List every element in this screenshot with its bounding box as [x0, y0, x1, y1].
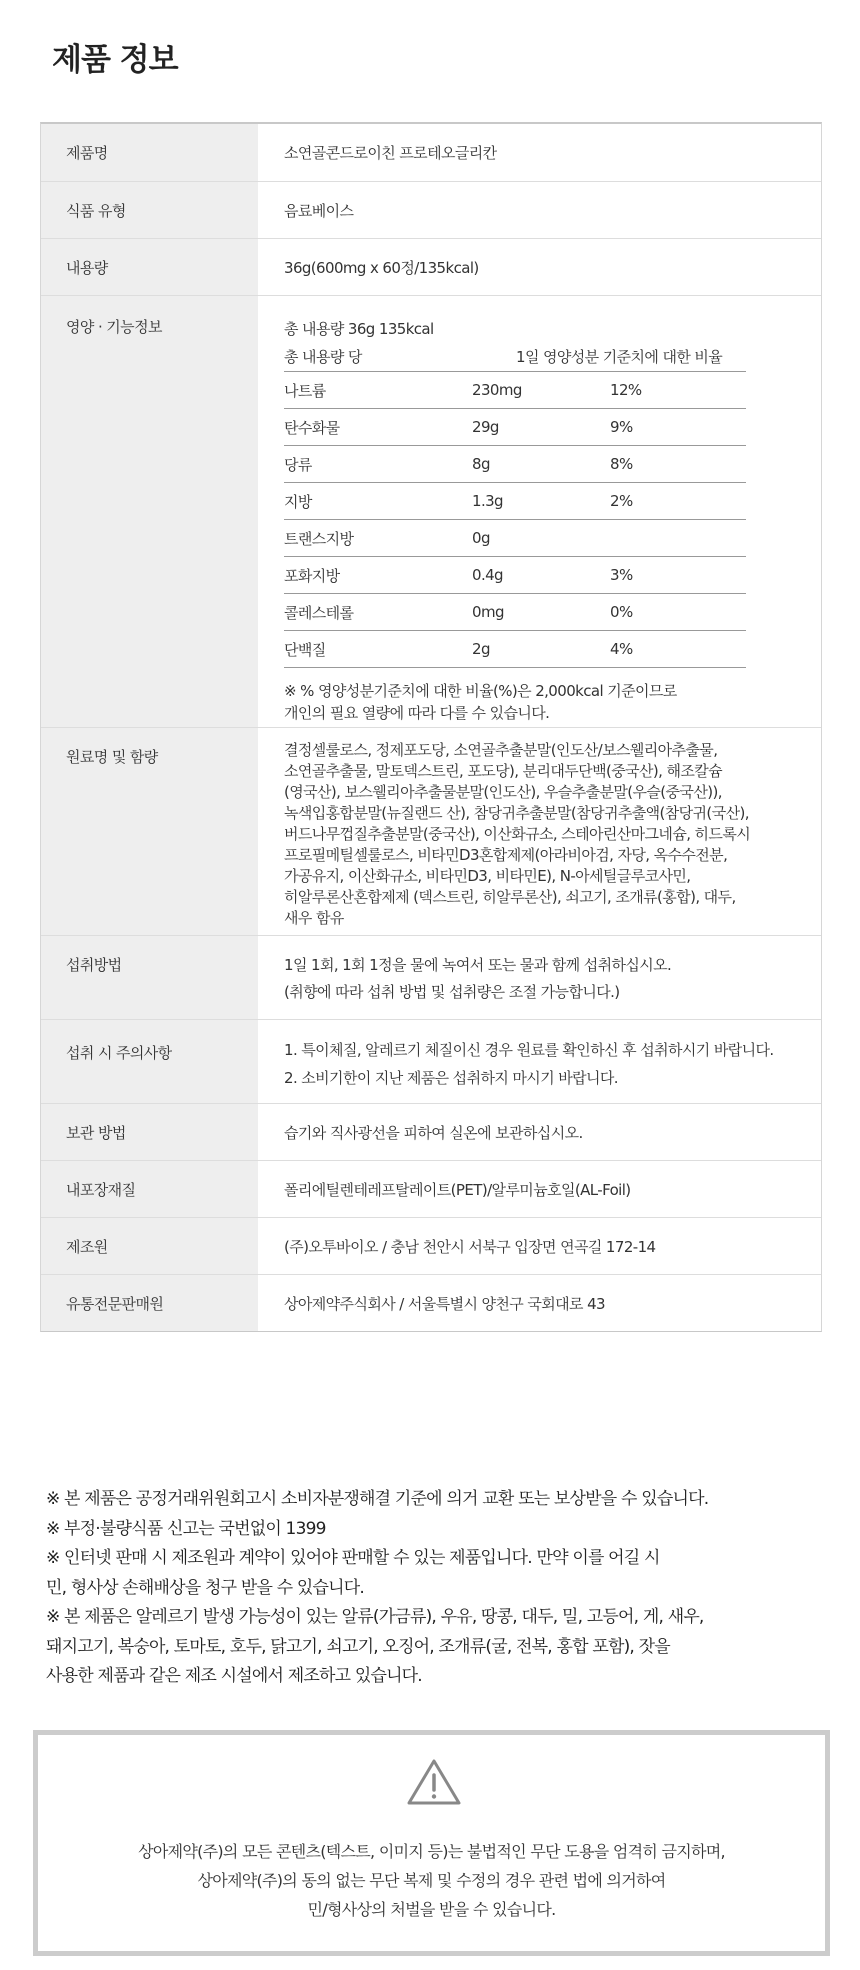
nutrient-percent: 3%: [610, 566, 633, 584]
intake-line: (취향에 따라 섭취 방법 및 섭취량은 조절 가능합니다.): [284, 983, 620, 1001]
nutrition-row: [284, 631, 746, 668]
row-product-name: [41, 124, 821, 181]
notice-line: ※ 부정·불량식품 신고는 국번없이 1399: [46, 1518, 326, 1539]
row-nutrition: [41, 295, 821, 727]
ingredients-line: 버드나무껍질추출분말(중국산), 이산화규소, 스테아린산마그네슘, 히드록시: [284, 825, 751, 843]
ingredients-line: 새우 함유: [284, 909, 344, 927]
row-label: 보관 방법: [41, 1104, 258, 1160]
row-manufacturer: [41, 1217, 821, 1274]
row-value: 상아제약주식회사 / 서울특별시 양천구 국회대로 43: [284, 1294, 605, 1313]
row-label: 원료명 및 함량: [41, 728, 258, 935]
notice-line: ※ 인터넷 판매 시 제조원과 계약이 있어야 판매할 수 있는 제품입니다. 만약 이를 어길 시: [46, 1548, 660, 1568]
nutrition-note-line: 개인의 필요 열량에 따라 다를 수 있습니다.: [284, 704, 550, 722]
nutrition-row: [284, 372, 746, 409]
ingredients-line: 결정셀룰로스, 정제포도당, 소연골추출분말(인도산/보스웰리아추출물,: [284, 741, 718, 759]
ingredients-line: 가공유지, 이산화규소, 비타민D3, 비타민E), N-아세틸글루코사민,: [284, 867, 691, 885]
caution-line: 2. 소비기한이 지난 제품은 섭취하지 마시기 바랍니다.: [284, 1069, 618, 1087]
nutrition-note-line: ※ % 영양성분기준치에 대한 비율(%)은 2,000kcal 기준이므로: [284, 682, 677, 700]
row-value: (주)오투바이오 / 충남 천안시 서북구 입장면 연곡길 172-14: [284, 1237, 656, 1256]
nutrition-row: [284, 446, 746, 483]
row-label: 영양 · 기능정보: [41, 296, 258, 727]
nutrition-row: [284, 520, 746, 557]
nutrient-percent: 4%: [610, 640, 633, 658]
nutrition-row: [284, 557, 746, 594]
row-label: 제품명: [41, 124, 258, 181]
nutrient-name: 단백질: [284, 640, 326, 659]
row-label: 제조원: [41, 1218, 258, 1274]
nutrition-header-left: 총 내용량 당: [284, 348, 362, 366]
nutrient-name: 나트륨: [284, 381, 326, 400]
row-label: 식품 유형: [41, 182, 258, 238]
warning-triangle-icon: [406, 1757, 462, 1807]
row-distributor: [41, 1274, 821, 1331]
nutrition-total: 총 내용량 36g 135kcal: [284, 320, 434, 338]
row-food-type: [41, 181, 821, 238]
row-value: 36g(600mg x 60정/135kcal): [284, 258, 479, 277]
nutrient-amount: 0g: [472, 529, 490, 547]
row-packaging: [41, 1160, 821, 1217]
nutrient-name: 포화지방: [284, 566, 340, 585]
nutrient-name: 당류: [284, 455, 312, 474]
nutrient-name: 지방: [284, 492, 312, 511]
nutrient-amount: 230mg: [472, 381, 522, 399]
nutrition-note: [284, 680, 754, 724]
nutrition-header: [284, 342, 746, 372]
ingredients-cell: [258, 728, 821, 935]
nutrient-amount: 29g: [472, 418, 499, 436]
nutrition-row: [284, 409, 746, 446]
ingredients-line: 히알루론산혼합제제 (덱스트린, 히알루론산), 쇠고기, 조개류(홍합), 대두,: [284, 888, 736, 906]
legal-notices: [46, 1485, 826, 1692]
product-info-table: [40, 122, 822, 1332]
row-content: [41, 238, 821, 295]
row-value: 소연골콘드로이친 프로테오글리칸: [284, 144, 497, 162]
row-storage: [41, 1103, 821, 1160]
intake-line: 1일 1회, 1회 1정을 물에 녹여서 또는 물과 함께 섭취하십시오.: [284, 956, 672, 974]
nutrient-amount: 0.4g: [472, 566, 503, 584]
nutrition-row: [284, 594, 746, 631]
copyright-text: [38, 1837, 825, 1924]
ingredients-line: (영국산), 보스웰리아추출물분말(인도산), 우슬추출분말(우슬(중국산)),: [284, 783, 722, 801]
nutrient-amount: 1.3g: [472, 492, 503, 510]
notice-line: ※ 본 제품은 알레르기 발생 가능성이 있는 알류(가금류), 우유, 땅콩, 대두, 밀, 고등어, 게, 새우,: [46, 1607, 704, 1627]
nutrient-name: 트랜스지방: [284, 529, 354, 548]
notice-line: 사용한 제품과 같은 제조 시설에서 제조하고 있습니다.: [46, 1666, 422, 1686]
row-label: 내포장재질: [41, 1161, 258, 1217]
nutrient-name: 콜레스테롤: [284, 603, 354, 622]
ingredients-line: 프로필메틸셀룰로스, 비타민D3혼합제제(아라비아검, 자당, 옥수수전분,: [284, 846, 728, 864]
copyright-notice-box: [33, 1730, 830, 1956]
row-cautions: [41, 1019, 821, 1103]
nutrient-percent: 8%: [610, 455, 633, 473]
nutrition-row: [284, 483, 746, 520]
nutrient-amount: 2g: [472, 640, 490, 658]
copyright-line: 민/형사상의 처벌을 받을 수 있습니다.: [307, 1900, 556, 1919]
nutrition-cell: [258, 296, 821, 727]
ingredients-line: 녹색입홍합분말(뉴질랜드 산), 참당귀추출분말(참당귀추출액(참당귀(국산),: [284, 804, 749, 822]
nutrient-amount: 0mg: [472, 603, 504, 621]
nutrient-amount: 8g: [472, 455, 490, 473]
row-label: 유통전문판매원: [41, 1275, 258, 1331]
nutrient-percent: 12%: [610, 381, 642, 399]
row-ingredients: [41, 727, 821, 935]
page-title: 제품 정보: [52, 42, 178, 78]
nutrition-header-right: 1일 영양성분 기준치에 대한 비율: [516, 348, 723, 366]
row-label: 섭취 시 주의사항: [41, 1020, 258, 1103]
row-intake-method: [41, 935, 821, 1019]
row-value: 습기와 직사광선을 피하여 실온에 보관하십시오.: [284, 1123, 583, 1142]
caution-line: 1. 특이체질, 알레르기 체질이신 경우 원료를 확인하신 후 섭취하시기 바랍니다.: [284, 1041, 774, 1059]
notice-line: 민, 형사상 손해배상을 청구 받을 수 있습니다.: [46, 1577, 365, 1598]
nutrient-percent: 0%: [610, 603, 633, 621]
cautions-cell: [258, 1020, 821, 1103]
copyright-line: 상아제약(주)의 동의 없는 무단 복제 및 수정의 경우 관련 법에 의거하여: [197, 1871, 666, 1890]
nutrient-percent: 2%: [610, 492, 633, 510]
intake-cell: [258, 936, 821, 1019]
nutrient-name: 탄수화물: [284, 418, 340, 437]
row-value: 폴리에틸렌테레프탈레이트(PET)/알루미늄호일(AL-Foil): [284, 1180, 631, 1199]
ingredients-line: 소연골추출물, 말토덱스트린, 포도당), 분리대두단백(중국산), 해조칼슘: [284, 762, 723, 780]
copyright-line: 상아제약(주)의 모든 콘텐츠(텍스트, 이미지 등)는 불법적인 무단 도용을 엄격히 금지하며,: [138, 1842, 725, 1861]
nutrient-percent: 9%: [610, 418, 633, 436]
row-label: 섭취방법: [41, 936, 258, 1019]
notice-line: ※ 본 제품은 공정거래위원회고시 소비자분쟁해결 기준에 의거 교환 또는 보상받을 수 있습니다.: [46, 1489, 709, 1509]
row-label: 내용량: [41, 239, 258, 295]
row-value: 음료베이스: [284, 201, 354, 220]
notice-line: 돼지고기, 복숭아, 토마토, 호두, 닭고기, 쇠고기, 오징어, 조개류(굴, 전복, 홍합 포함), 잣을: [46, 1636, 670, 1657]
